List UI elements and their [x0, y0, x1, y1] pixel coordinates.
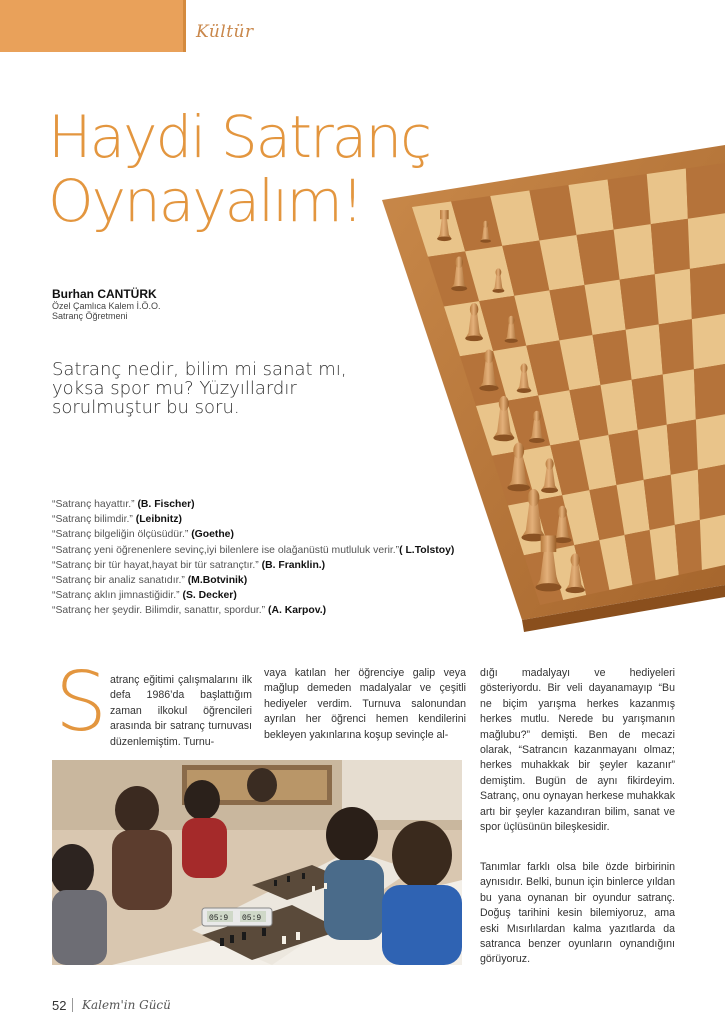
magazine-name: Kalem'in Gücü [82, 998, 171, 1012]
quote-item: “Satranç bilimdir.” (Leibnitz) [52, 514, 182, 526]
page-number: 52 [52, 998, 67, 1013]
board-square [647, 169, 688, 225]
body-column-3-part-1: dığı madalyayı ve hediyeleri gösteriyordu. Bir veli dayanamayıp “Bu ne biçim yarışma herkes kazanmış herkes mutlu. Nerede bu yarışmanın mağlubu?” demişti. Ben de mecazi olarak, “Satrancın kazanmayanı olmaz; herkes muhakkak bir şeyler kazanır” demiştim. Bugün de aynı fikirdeyim. Satranç, onu oynayan herkese muhakkak artı bir şeyler kazandıran bilim, sanat ve spor üçlüsünün bileşkesidir. [480, 667, 675, 834]
board-square [569, 180, 614, 236]
header-band [0, 0, 183, 52]
quote-item: “Satranç hayattır.” (B. Fischer) [52, 499, 195, 510]
article-title-line-1: Haydi Satranç [48, 103, 430, 171]
quote-item: “Satranç aklın jimnastiğidir.” (S. Decker) [52, 590, 237, 602]
board-square [700, 515, 725, 570]
board-square [692, 314, 725, 370]
quote-item: “Satranç bir analiz sanatıdır.” (M.Botvinik) [52, 575, 248, 587]
board-square [694, 364, 725, 419]
board-square [663, 369, 696, 424]
board-square [675, 520, 702, 575]
board-square [671, 470, 700, 525]
board-square [667, 419, 698, 474]
section-label: Kültür [196, 22, 254, 42]
quotes-list [52, 497, 492, 619]
board-square [688, 213, 725, 269]
drop-cap: S [55, 655, 108, 750]
board-square [698, 465, 725, 520]
classroom-photo [52, 760, 462, 965]
quote-item: “Satranç bir tür hayat,hayat bir tür satrançtır.” (B. Franklin.) [52, 559, 326, 571]
quote-item: “Satranç bilgeliğin ölçüsüdür.” (Goethe) [52, 529, 234, 541]
lead-paragraph: Satranç nedir, bilim mi sanat mı, yoksa spor mu? Yüzyıllardır sorulmuştur bu soru. [52, 359, 347, 418]
board-square [614, 224, 655, 280]
board-square [651, 219, 690, 275]
board-square [632, 375, 667, 430]
clock-right-display: 05:9 [242, 914, 262, 923]
board-square [686, 163, 725, 219]
board-square [696, 414, 725, 469]
author-school: Özel Çamlıca Kalem İ.Ö.O. [52, 301, 161, 311]
body-column-3-part-2: Tanımlar farklı olsa bile özde birbirinin aynısıdır. Belki, bunun için binlerce yıldan bu yana oynanan bir oyundur satranç. Doğuş tarihini kesin bilemiyoruz, ama eski Mısırlılardan kalma yazıtlarda da satranca benzer oyunların oynandığını görüyoruz. [480, 861, 675, 966]
header-band-edge [183, 0, 186, 52]
author-role: Satranç Öğretmeni [52, 311, 128, 321]
footer-separator [72, 998, 73, 1012]
board-square [626, 324, 663, 379]
quote-item: “Satranç yeni öğrenenlere sevinç,iyi bilenlere ise olağanüstü mutluluk verir.”( L.Tolstoy) [52, 544, 455, 556]
board-square [690, 264, 725, 320]
body-column-2: vaya katılan her öğrenciye galip veya mağlup demeden madalyalar ve çeşitli hediyeler verdim. Turnuva salonundan ayrılan her öğrenci hemen kendilerini bekleyen yakınlarına koşup sevinçle al- [264, 667, 466, 741]
board-square [620, 274, 659, 329]
clock-left-display: 05:9 [209, 914, 229, 923]
author-name: Burhan CANTÜRK [52, 287, 157, 301]
board-square [608, 174, 651, 230]
article-title-line-2: Oynayalım! [48, 167, 363, 235]
quote-item: “Satranç her şeydir. Bilimdir, sanattır, spordur.” (A. Karpov.) [52, 605, 327, 617]
body-column-1: atranç eğitimi çalışmalarını ilk defa 1986’da başlattığım zaman ilkokul öğrencileri arasında bir satranç turnuvası düzenlemiştim. Turnu- [110, 674, 252, 748]
board-square [655, 269, 692, 325]
board-square [659, 319, 694, 374]
